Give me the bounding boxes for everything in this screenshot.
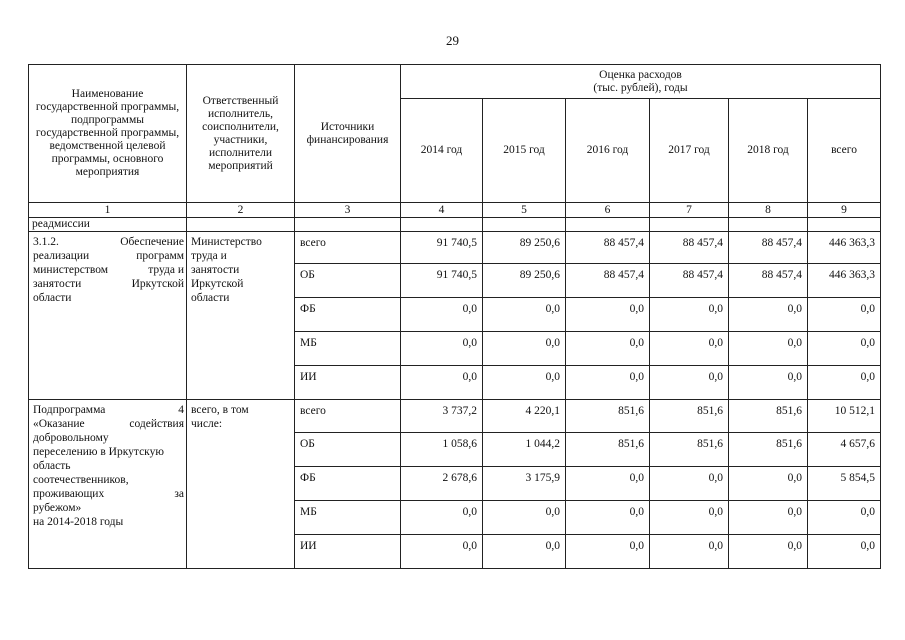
year-value: 851,6	[729, 400, 808, 433]
year-value: 3 737,2	[401, 400, 483, 433]
year-value: 0,0	[483, 501, 566, 535]
responsible-cell	[187, 400, 295, 569]
year-value: 91 740,5	[401, 264, 483, 298]
program-name-line	[33, 431, 184, 445]
program-name-line	[33, 277, 184, 291]
table-row	[29, 232, 881, 264]
year-value: 89 250,6	[483, 232, 566, 264]
program-name-line	[33, 501, 184, 515]
program-name-word: проживающих	[33, 488, 105, 500]
program-name-word: труда и	[148, 264, 184, 276]
responsible-line: Иркутской	[191, 278, 244, 290]
header-year: 2015 год	[483, 99, 566, 203]
year-value: 88 457,4	[566, 264, 650, 298]
year-value: 0,0	[650, 535, 729, 569]
program-name-line	[33, 445, 184, 459]
responsible-line: занятости	[191, 264, 240, 276]
column-number: 8	[729, 203, 808, 218]
year-value: 851,6	[650, 400, 729, 433]
year-value: 0,0	[729, 366, 808, 400]
year-value: 2 678,6	[401, 467, 483, 501]
funding-source: ИИ	[295, 535, 401, 569]
responsible-line: области	[191, 292, 230, 304]
program-name-word: за	[174, 488, 184, 500]
header-cost-unit: (тыс. рублей), годы	[593, 81, 688, 94]
column-number: 4	[401, 203, 483, 218]
page-number: 29	[446, 33, 459, 48]
funding-source: ФБ	[295, 467, 401, 501]
year-value: 0,0	[483, 535, 566, 569]
total-value: 446 363,3	[808, 232, 881, 264]
program-name-word: реализации	[33, 250, 90, 262]
program-name-line	[33, 417, 184, 431]
year-value: 89 250,6	[483, 264, 566, 298]
program-name-word: занятости	[33, 278, 82, 290]
year-value: 0,0	[401, 535, 483, 569]
year-value: 3 175,9	[483, 467, 566, 501]
header-year: 2016 год	[566, 99, 650, 203]
column-number: 2	[187, 203, 295, 218]
carry-over-row	[29, 218, 881, 232]
program-name-cell	[29, 232, 187, 400]
year-value: 0,0	[650, 332, 729, 366]
year-value: 851,6	[566, 400, 650, 433]
year-value: 0,0	[650, 366, 729, 400]
column-number: 9	[808, 203, 881, 218]
year-value: 0,0	[483, 332, 566, 366]
year-value: 91 740,5	[401, 232, 483, 264]
program-name-word: Подпрограмма	[33, 404, 106, 416]
total-value: 10 512,1	[808, 400, 881, 433]
header-responsible: Ответственный исполнитель, соисполнители, участники, исполнители мероприятий	[187, 65, 295, 203]
program-name-word: «Оказание	[33, 418, 85, 430]
funding-source: ИИ	[295, 366, 401, 400]
header-year: 2018 год	[729, 99, 808, 203]
year-value: 0,0	[729, 501, 808, 535]
column-number-row	[29, 203, 881, 218]
responsible-line: труда и	[191, 250, 227, 262]
program-name-word: переселению в Иркутскую	[33, 446, 164, 458]
program-name-line	[33, 235, 184, 249]
year-value: 0,0	[650, 467, 729, 501]
funding-source: ОБ	[295, 433, 401, 467]
program-name-line	[33, 403, 184, 417]
year-value: 851,6	[729, 433, 808, 467]
program-name-word: Обеспечение	[120, 236, 184, 248]
program-name-line	[33, 459, 184, 473]
responsible-cell	[187, 232, 295, 400]
table-row	[29, 400, 881, 433]
total-value: 0,0	[808, 332, 881, 366]
header-sources: Источники финансирования	[295, 65, 401, 203]
program-name-word: добровольному	[33, 432, 109, 444]
header-cost-group	[401, 65, 881, 99]
program-name-word: 3.1.2.	[33, 236, 59, 248]
total-value: 0,0	[808, 366, 881, 400]
year-value: 0,0	[566, 501, 650, 535]
year-value: 851,6	[566, 433, 650, 467]
year-value: 0,0	[650, 501, 729, 535]
year-value: 0,0	[566, 298, 650, 332]
responsible-line: всего, в том	[191, 404, 249, 416]
funding-source: всего	[295, 400, 401, 433]
year-value: 0,0	[650, 298, 729, 332]
year-value: 0,0	[401, 366, 483, 400]
year-value: 0,0	[566, 535, 650, 569]
year-value: 0,0	[401, 298, 483, 332]
header-name: Наименование государственной программы, подпрограммы государственной программы, ведомственной целевой программы, основного мероприятия	[29, 65, 187, 203]
year-value: 0,0	[401, 332, 483, 366]
header-year-total: всего	[808, 99, 881, 203]
program-name-word: программ	[136, 250, 184, 262]
program-name-cell	[29, 400, 187, 569]
year-value: 0,0	[729, 298, 808, 332]
funding-source: ОБ	[295, 264, 401, 298]
column-number: 3	[295, 203, 401, 218]
total-value: 446 363,3	[808, 264, 881, 298]
program-name-word: на 2014-2018 годы	[33, 516, 124, 528]
program-name-word: министерством	[33, 264, 109, 276]
program-name-line	[33, 487, 184, 501]
year-value: 88 457,4	[729, 232, 808, 264]
total-value: 4 657,6	[808, 433, 881, 467]
year-value: 88 457,4	[650, 264, 729, 298]
program-name-word: рубежом»	[33, 502, 82, 514]
carry-over-text: реадмиссии	[29, 218, 187, 232]
funding-source: ФБ	[295, 298, 401, 332]
program-name-line	[33, 473, 184, 487]
year-value: 851,6	[650, 433, 729, 467]
year-value: 0,0	[729, 467, 808, 501]
responsible-line: числе:	[191, 418, 223, 430]
year-value: 1 058,6	[401, 433, 483, 467]
header-year: 2017 год	[650, 99, 729, 203]
year-value: 88 457,4	[729, 264, 808, 298]
year-value: 0,0	[729, 535, 808, 569]
funding-source: всего	[295, 232, 401, 264]
program-name-word: 4	[178, 404, 184, 416]
program-name-word: соотечественников,	[33, 474, 129, 486]
program-name-line	[33, 263, 184, 277]
column-number: 7	[650, 203, 729, 218]
program-name-word: Иркутской	[131, 278, 184, 290]
program-name-word: области	[33, 292, 72, 304]
program-name-line	[33, 249, 184, 263]
year-value: 0,0	[566, 467, 650, 501]
year-value: 0,0	[566, 366, 650, 400]
header-cost-title: Оценка расходов	[599, 68, 682, 81]
column-number: 6	[566, 203, 650, 218]
total-value: 0,0	[808, 535, 881, 569]
responsible-line: Министерство	[191, 236, 262, 248]
header-year: 2014 год	[401, 99, 483, 203]
year-value: 0,0	[566, 332, 650, 366]
program-name-word: область	[33, 460, 71, 472]
year-value: 88 457,4	[566, 232, 650, 264]
column-number: 5	[483, 203, 566, 218]
year-value: 88 457,4	[650, 232, 729, 264]
funding-source: МБ	[295, 501, 401, 535]
year-value: 0,0	[401, 501, 483, 535]
year-value: 0,0	[483, 366, 566, 400]
year-value: 0,0	[729, 332, 808, 366]
total-value: 0,0	[808, 298, 881, 332]
year-value: 4 220,1	[483, 400, 566, 433]
program-name-word: содействия	[129, 418, 184, 430]
year-value: 1 044,2	[483, 433, 566, 467]
total-value: 5 854,5	[808, 467, 881, 501]
budget-table	[28, 64, 881, 569]
program-name-line	[33, 291, 184, 305]
total-value: 0,0	[808, 501, 881, 535]
year-value: 0,0	[483, 298, 566, 332]
funding-source: МБ	[295, 332, 401, 366]
program-name-line	[33, 515, 184, 529]
column-number: 1	[29, 203, 187, 218]
